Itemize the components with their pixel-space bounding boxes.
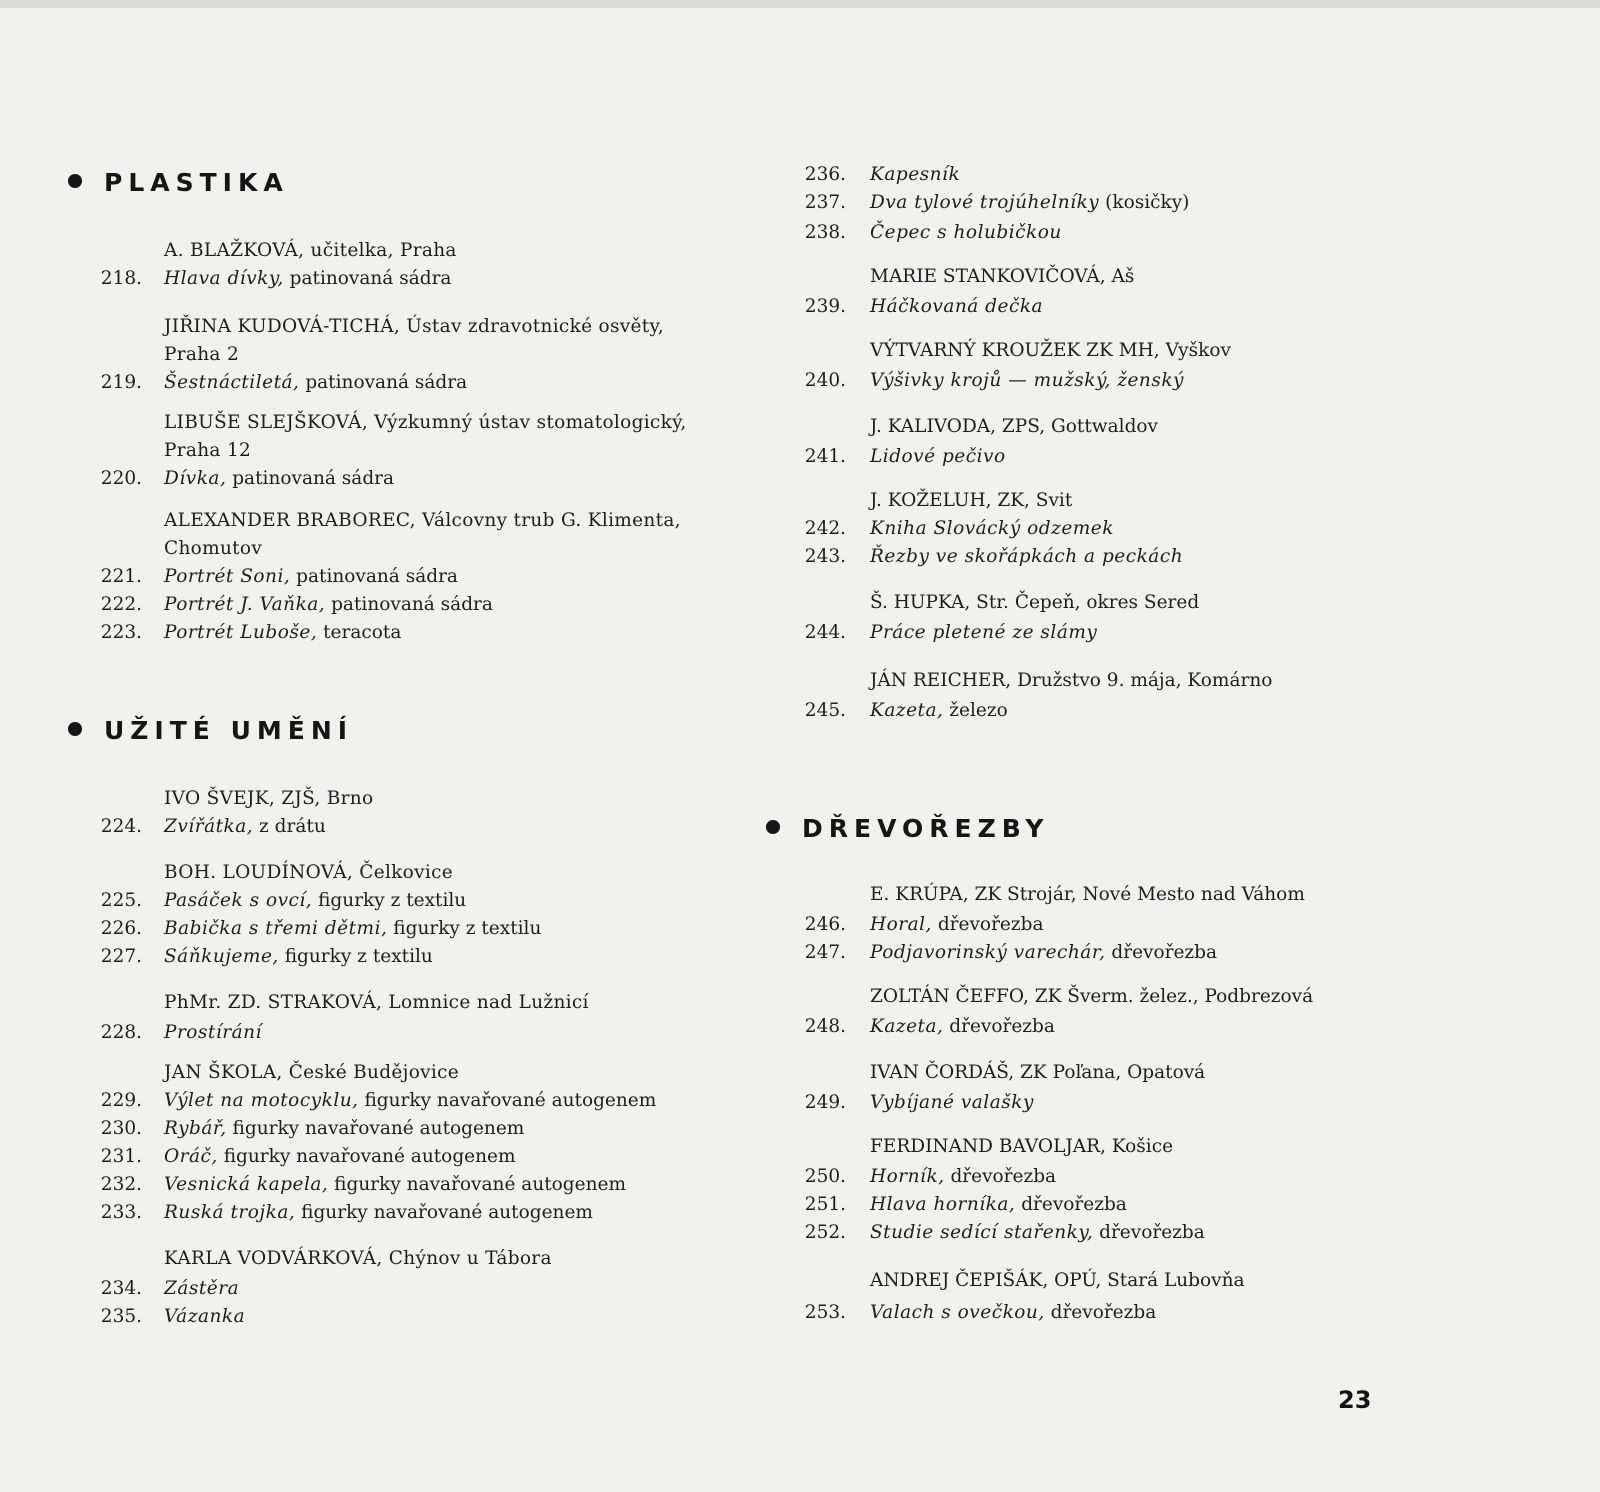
item-number: 252. bbox=[804, 1222, 846, 1243]
item-title: Šestnáctiletá, bbox=[164, 372, 300, 393]
catalog-item bbox=[164, 1118, 524, 1140]
section-heading-uzite-umeni: UŽITÉ UMĚNÍ bbox=[68, 716, 353, 745]
item-number: 243. bbox=[804, 546, 846, 567]
bullet-icon bbox=[68, 174, 82, 188]
catalog-item bbox=[870, 700, 1008, 722]
item-description: figurky z textilu bbox=[318, 890, 467, 911]
item-description: patinovaná sádra bbox=[232, 468, 395, 489]
author-line: IVAN ČORDÁŠ, ZK Poľana, Opatová bbox=[870, 1062, 1206, 1083]
item-number: 220. bbox=[100, 468, 142, 489]
item-title: Práce pletené ze slámy bbox=[870, 622, 1098, 643]
item-number: 231. bbox=[100, 1146, 142, 1167]
item-title: Dva tylové trojúhelníky bbox=[870, 192, 1100, 213]
item-number: 240. bbox=[804, 370, 846, 391]
catalog-item bbox=[164, 1202, 593, 1224]
catalog-item bbox=[870, 1092, 1034, 1114]
catalog-item bbox=[164, 566, 458, 588]
item-description: patinovaná sádra bbox=[331, 594, 493, 615]
catalog-item bbox=[870, 942, 1217, 964]
author-line-continuation: Praha 12 bbox=[164, 440, 252, 461]
author-line: JIŘINA KUDOVÁ-TICHÁ, Ústav zdravotnické osvěty, bbox=[164, 316, 664, 337]
item-title: Prostírání bbox=[164, 1022, 262, 1043]
catalog-item bbox=[870, 1302, 1156, 1324]
author-line: J. KOŽELUH, ZK, Svit bbox=[870, 490, 1073, 511]
catalog-item bbox=[870, 370, 1184, 392]
item-title: Hlava dívky, bbox=[164, 268, 284, 289]
item-title: Ruská trojka, bbox=[164, 1202, 296, 1223]
catalog-item bbox=[870, 1222, 1205, 1244]
item-number: 232. bbox=[100, 1174, 142, 1195]
item-number: 249. bbox=[804, 1092, 846, 1113]
catalog-item bbox=[164, 890, 466, 912]
item-title: Portrét Soni, bbox=[164, 566, 291, 587]
catalog-item bbox=[164, 1022, 262, 1044]
item-title: Vázanka bbox=[164, 1306, 246, 1327]
item-number: 222. bbox=[100, 594, 142, 615]
item-title: Portrét Luboše, bbox=[164, 622, 318, 643]
page-top-edge bbox=[0, 0, 1600, 8]
item-number: 219. bbox=[100, 372, 142, 393]
item-title: Sáňkujeme, bbox=[164, 946, 279, 967]
catalog-item bbox=[870, 164, 960, 186]
item-number: 235. bbox=[100, 1306, 142, 1327]
item-description: figurky navařované autogenem bbox=[223, 1146, 516, 1167]
author-line: KARLA VODVÁRKOVÁ, Chýnov u Tábora bbox=[164, 1248, 552, 1269]
item-number: 230. bbox=[100, 1118, 142, 1139]
item-number: 238. bbox=[804, 222, 846, 243]
item-number: 234. bbox=[100, 1278, 142, 1299]
item-description: figurky navařované autogenem bbox=[334, 1174, 626, 1195]
item-title: Oráč, bbox=[164, 1146, 218, 1167]
item-number: 251. bbox=[804, 1194, 846, 1215]
author-line: E. KRÚPA, ZK Strojár, Nové Mesto nad Váhom bbox=[870, 884, 1305, 905]
item-number: 227. bbox=[100, 946, 142, 967]
item-title: Čepec s holubičkou bbox=[870, 222, 1062, 243]
item-title: Horník, bbox=[870, 1166, 945, 1187]
item-description: figurky navařované autogenem bbox=[301, 1202, 593, 1223]
item-title: Zástěra bbox=[164, 1278, 240, 1299]
item-description: dřevořezba bbox=[1021, 1194, 1127, 1215]
item-description: dřevořezba bbox=[937, 914, 1044, 935]
item-number: 248. bbox=[804, 1016, 846, 1037]
author-line: LIBUŠE SLEJŠKOVÁ, Výzkumný ústav stomatologický, bbox=[164, 412, 687, 433]
author-line: FERDINAND BAVOLJAR, Košice bbox=[870, 1136, 1174, 1157]
item-number: 237. bbox=[804, 192, 846, 213]
item-title: Kapesník bbox=[870, 164, 961, 185]
item-description: patinovaná sádra bbox=[289, 268, 452, 289]
item-number: 228. bbox=[100, 1022, 142, 1043]
catalog-item bbox=[164, 816, 326, 838]
catalog-item bbox=[164, 1278, 239, 1300]
item-number: 239. bbox=[804, 296, 846, 317]
item-description: figurky navařované autogenem bbox=[364, 1090, 657, 1111]
item-title: Zvířátka, bbox=[164, 816, 254, 837]
catalog-item bbox=[164, 1174, 626, 1196]
item-title: Studie sedící stařenky, bbox=[870, 1222, 1094, 1243]
item-title: Dívka, bbox=[164, 468, 227, 489]
catalog-item bbox=[870, 1016, 1055, 1038]
item-number: 253. bbox=[804, 1302, 846, 1323]
item-description: teracota bbox=[323, 622, 402, 643]
item-title: Rybář, bbox=[164, 1118, 227, 1139]
item-title: Výšivky krojů — mužský, ženský bbox=[870, 370, 1184, 391]
item-description: figurky navařované autogenem bbox=[232, 1118, 525, 1139]
bullet-icon bbox=[68, 722, 82, 736]
catalog-item bbox=[164, 1146, 516, 1168]
item-description: dřevořezba bbox=[950, 1166, 1057, 1187]
catalog-item bbox=[870, 1194, 1127, 1216]
item-number: 218. bbox=[100, 268, 142, 289]
catalog-item bbox=[870, 446, 1006, 468]
catalog-item bbox=[164, 1090, 656, 1112]
author-line: IVO ŠVEJK, ZJŠ, Brno bbox=[164, 788, 374, 809]
item-number: 225. bbox=[100, 890, 142, 911]
item-description: figurky z textilu bbox=[393, 918, 542, 939]
item-title: Pasáček s ovcí, bbox=[164, 890, 313, 911]
item-description: figurky z textilu bbox=[284, 946, 433, 967]
catalog-item bbox=[870, 296, 1043, 318]
item-number: 246. bbox=[804, 914, 846, 935]
item-description: patinovaná sádra bbox=[305, 372, 468, 393]
catalog-item bbox=[870, 1166, 1056, 1188]
item-number: 250. bbox=[804, 1166, 846, 1187]
item-number: 229. bbox=[100, 1090, 142, 1111]
item-description: patinovaná sádra bbox=[296, 566, 458, 587]
author-line: Š. HUPKA, Str. Čepeň, okres Sered bbox=[870, 592, 1200, 613]
author-line: ZOLTÁN ČEFFO, ZK Šverm. želez., Podbrezová bbox=[870, 986, 1314, 1007]
author-line: BOH. LOUDÍNOVÁ, Čelkovice bbox=[164, 862, 453, 883]
catalog-item bbox=[870, 914, 1043, 936]
catalog-item bbox=[164, 372, 467, 394]
item-number: 236. bbox=[804, 164, 846, 185]
item-number: 226. bbox=[100, 918, 142, 939]
item-number: 247. bbox=[804, 942, 846, 963]
item-title: Podjavorinský varechár, bbox=[870, 942, 1106, 963]
item-description: železo bbox=[949, 700, 1008, 721]
item-number: 242. bbox=[804, 518, 846, 539]
item-description: (kosičky) bbox=[1105, 192, 1190, 213]
item-number: 244. bbox=[804, 622, 846, 643]
item-description: dřevořezba bbox=[949, 1016, 1055, 1037]
item-title: Řezby ve skořápkách a peckách bbox=[870, 546, 1184, 567]
author-line-continuation: Chomutov bbox=[164, 538, 263, 559]
item-number: 233. bbox=[100, 1202, 142, 1223]
section-heading-plastika: PLASTIKA bbox=[68, 168, 289, 197]
author-line-continuation: Praha 2 bbox=[164, 344, 240, 365]
catalog-item bbox=[164, 594, 493, 616]
catalog-item bbox=[164, 918, 541, 940]
item-title: Hlava horníka, bbox=[870, 1194, 1016, 1215]
item-number: 221. bbox=[100, 566, 142, 587]
catalog-item bbox=[164, 468, 394, 490]
author-line: ANDREJ ČEPIŠÁK, OPÚ, Stará Lubovňa bbox=[870, 1270, 1245, 1291]
author-line: PhMr. ZD. STRAKOVÁ, Lomnice nad Lužnicí bbox=[164, 992, 589, 1013]
item-title: Vesnická kapela, bbox=[164, 1174, 329, 1195]
catalog-item bbox=[164, 268, 451, 290]
section-heading-drevorezby: DŘEVOŘEZBY bbox=[766, 814, 1050, 843]
author-line: JÁN REICHER, Družstvo 9. mája, Komárno bbox=[870, 670, 1273, 691]
catalog-item bbox=[870, 192, 1189, 214]
item-description: dřevořezba bbox=[1099, 1222, 1205, 1243]
item-description: dřevořezba bbox=[1050, 1302, 1157, 1323]
item-number: 245. bbox=[804, 700, 846, 721]
author-line: A. BLAŽKOVÁ, učitelka, Praha bbox=[164, 240, 457, 261]
item-number: 241. bbox=[804, 446, 846, 467]
item-title: Vybíjané valašky bbox=[870, 1092, 1034, 1113]
item-title: Portrét J. Vaňka, bbox=[164, 594, 326, 615]
catalog-item bbox=[164, 1306, 245, 1328]
catalog-item bbox=[870, 546, 1183, 568]
catalog-item bbox=[164, 622, 401, 644]
author-line: MARIE STANKOVIČOVÁ, Aš bbox=[870, 266, 1135, 287]
item-description: z drátu bbox=[259, 816, 326, 837]
item-title: Kazeta, bbox=[870, 700, 944, 721]
item-title: Babička s třemi dětmi, bbox=[164, 918, 388, 939]
item-title: Háčkovaná dečka bbox=[870, 296, 1044, 317]
item-title: Valach s ovečkou, bbox=[870, 1302, 1045, 1323]
page-number: 23 bbox=[1338, 1386, 1372, 1414]
catalog-item bbox=[870, 222, 1062, 244]
catalog-item bbox=[870, 518, 1114, 540]
item-number: 224. bbox=[100, 816, 142, 837]
item-number: 223. bbox=[100, 622, 142, 643]
item-title: Výlet na motocyklu, bbox=[164, 1090, 359, 1111]
item-description: dřevořezba bbox=[1111, 942, 1218, 963]
catalog-item bbox=[164, 946, 433, 968]
author-line: VÝTVARNÝ KROUŽEK ZK MH, Vyškov bbox=[870, 340, 1231, 361]
item-title: Horal, bbox=[870, 914, 932, 935]
item-title: Kniha Slovácký odzemek bbox=[870, 518, 1114, 539]
item-title: Kazeta, bbox=[870, 1016, 944, 1037]
author-line: JAN ŠKOLA, České Budějovice bbox=[164, 1062, 460, 1083]
catalog-item bbox=[870, 622, 1097, 644]
author-line: ALEXANDER BRABOREC, Válcovny trub G. Klimenta, bbox=[164, 510, 681, 531]
item-title: Lidové pečivo bbox=[870, 446, 1006, 467]
bullet-icon bbox=[766, 820, 780, 834]
author-line: J. KALIVODA, ZPS, Gottwaldov bbox=[870, 416, 1158, 437]
